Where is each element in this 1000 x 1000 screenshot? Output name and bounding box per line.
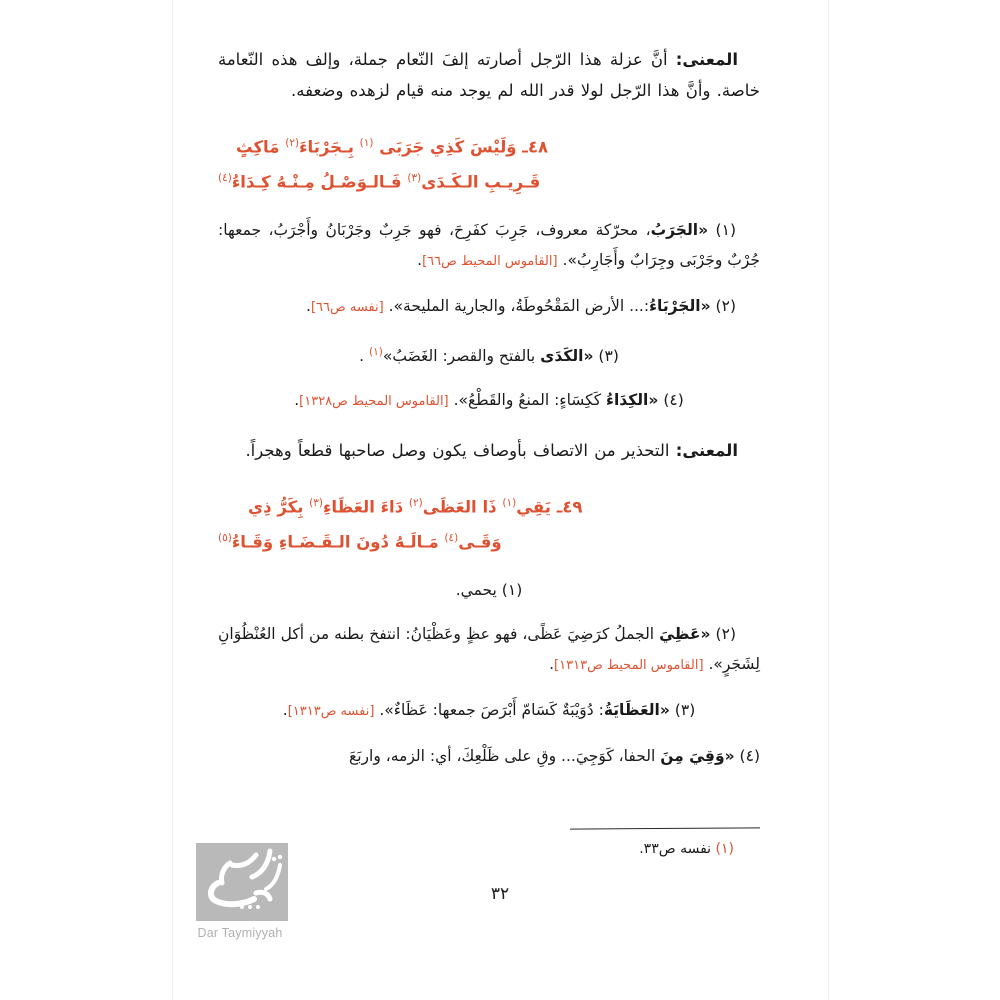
- note-49-3-marker: (٣): [674, 701, 696, 720]
- note-49-2-trailing: .: [549, 655, 555, 674]
- verse-48-sup-3: (٣): [407, 171, 422, 184]
- note-48-2: [218, 291, 760, 323]
- verse-48-line-2: [218, 163, 760, 198]
- note-48-1-source: [القاموس المحيط ص٦٦]: [422, 254, 558, 269]
- verse-48-text-e: فَـالـوَصْـلُ مِـنْـهُ كِـدَاءُ: [231, 172, 408, 191]
- verse-48-sup-4: (٤): [218, 171, 232, 184]
- verse-49-sup-1: (١): [502, 497, 517, 510]
- verse-block-49: [218, 488, 760, 557]
- verse-49-sup-3: (٣): [309, 497, 323, 510]
- note-48-4-trailing: .: [294, 391, 300, 410]
- publisher-logo-caption: Dar Taymiyyah: [197, 926, 283, 940]
- verse-49-line-2: [218, 523, 760, 558]
- note-49-1-text: يحمي.: [455, 581, 502, 600]
- note-49-2-text: الجملُ كرَضِيَ عَظًى، فهو عظٍ وعَظْيَانُ: انتفخ بطنه من أكل العُنْظُوَانِ لِشَجَرٍ».: [218, 625, 760, 674]
- note-48-1-marker: (١): [715, 221, 736, 239]
- note-48-2-term: «الجَرْبَاءُ: [649, 297, 711, 315]
- footnote-marker: (١): [715, 841, 734, 857]
- note-48-3-sup: (١): [369, 346, 383, 358]
- note-48-1-trailing: .: [417, 251, 423, 269]
- note-48-4-text: كَكِسَاءٍ: المنعُ والقَطْعُ».: [453, 391, 607, 410]
- note-48-4-source: [القاموس المحيط ص١٣٢٨]: [299, 394, 449, 410]
- verse-49-dash: ـ: [556, 497, 563, 517]
- verse-48-text-a: وَلَيْسَ كَذِي جَرَبَى: [373, 137, 517, 157]
- verse-48-text-c: مَاكِثٍ: [236, 137, 286, 157]
- verse-49-sup-5: (٥): [218, 531, 232, 544]
- verse-48-text-b: بِـجَرْبَاءَ: [299, 137, 360, 157]
- footnote-item: [218, 836, 760, 862]
- meaning-text: أنَّ عزلة هذا الرّجل أصارته إلفَ النّعام جملة، وإلف هذه النّعامة خاصة. وأنَّ هذا الرّجل لولا قدر الله لم يوجد منه قيام لزهده وضعفه.: [218, 50, 760, 100]
- note-48-2-trailing: .: [306, 297, 311, 315]
- verse-49-text-b: ذَا العَظَى: [422, 497, 503, 517]
- note-48-2-text: :... الأرض المَقْحُوطَةُ، والجارية المليحة».: [388, 297, 650, 315]
- note-49-2-source: [القاموس المحيط ص١٣١٣]: [554, 658, 704, 674]
- verse-49-text-a: يَقِي: [516, 497, 551, 517]
- footnote-text: نفسه ص٣٣.: [639, 841, 716, 857]
- note-48-3-text: بالفتح والقصر: الغَضَبُ»: [382, 347, 541, 366]
- verse-48-text-d: قَـرِيـبِ الـكَـدَى: [421, 172, 541, 191]
- publisher-logo: [192, 843, 288, 940]
- note-48-1-term: «الجَرَبُ: [650, 221, 709, 239]
- verse-49-text-f: مَـالَـهُ دُونَ الـقَـضَـاءِ وَقَـاءُ: [231, 532, 445, 552]
- publisher-logo-mark: [196, 843, 288, 921]
- note-49-2: [218, 619, 760, 681]
- meaning-2-label: المعنى:: [675, 441, 738, 461]
- note-48-4: [218, 385, 760, 417]
- note-49-3: [218, 695, 760, 727]
- footnote-separator-rule: [570, 827, 760, 829]
- verse-49-text-e: وَقَـى: [458, 532, 502, 552]
- note-48-2-source: [نفسه ص٦٦]: [310, 300, 384, 315]
- verse-48-line-1: [218, 128, 760, 163]
- note-48-2-marker: (٢): [715, 297, 736, 315]
- page-edge-left: [172, 0, 173, 1000]
- page-number: ٣٢: [490, 884, 510, 904]
- verse-48-sup-2: (٢): [285, 137, 300, 149]
- verse-49-text-d: بِكَرُّ ذِي: [248, 497, 310, 517]
- note-48-3: [218, 337, 760, 371]
- page-content: [218, 44, 760, 771]
- verse-49-number: ٤٩: [562, 497, 583, 517]
- note-49-4-term: «وَقِيَ مِنَ: [660, 747, 735, 766]
- note-48-4-term: «الكِدَاءُ: [606, 391, 659, 410]
- verse-block-48: [218, 128, 760, 197]
- note-49-3-trailing: .: [282, 701, 288, 720]
- verse-48-dash: ـ: [522, 137, 528, 157]
- note-49-4-marker: (٤): [739, 747, 760, 766]
- note-49-3-text: : دُوَيْبَةٌ كَسَامّ أَبْرَصَ جمعها: عَظَاءٌ».: [379, 701, 604, 720]
- verse-49-sup-2: (٢): [408, 497, 423, 510]
- note-49-2-marker: (٢): [715, 625, 736, 644]
- paragraph-meaning-2: [218, 435, 760, 466]
- verse-48-sup-1: (١): [359, 137, 374, 149]
- note-49-2-term: «عَظِيَ: [659, 625, 711, 644]
- note-49-4-text: الحفا، كَوَجِيَ... وقِ على ظَلْعِكَ، أي: الزمه، واربَعَ: [348, 747, 661, 766]
- note-48-1: [218, 215, 760, 277]
- verse-48-number: ٤٨: [527, 137, 549, 157]
- note-48-3-trailing: .: [359, 347, 365, 366]
- note-48-3-term: «الكَدَى: [540, 347, 594, 366]
- note-48-3-marker: (٣): [598, 347, 619, 366]
- meaning-label: المعنى:: [675, 50, 738, 69]
- note-48-1-text: ، محرّكة معروف، جَرِبَ كفَرِحَ، فهو جَرِبٌ وجَرْبَانُ وأَجْرَبُ، جمعها: جُرْبٌ وجَرْبَى وجِرَابٌ وأَجَارِبُ».: [218, 221, 760, 269]
- note-49-3-source: [نفسه ص١٣١٣]: [287, 704, 375, 720]
- note-49-3-term: «العَظَايَةُ: [603, 701, 670, 720]
- note-48-4-marker: (٤): [663, 391, 684, 410]
- verse-49-line-1: [218, 488, 760, 523]
- verse-49-sup-4: (٤): [444, 531, 459, 544]
- footnote-area: [218, 828, 760, 862]
- meaning-2-text: التحذير من الاتصاف بأوصاف يكون وصل صاحبها قطعاً وهجراً.: [245, 441, 676, 461]
- note-49-4: [218, 741, 760, 771]
- page-edge-right: [828, 0, 829, 1000]
- note-49-1: [218, 575, 760, 605]
- paragraph-meaning-1: [218, 44, 760, 106]
- verse-49-text-c: دَاءَ العَظَاءِ: [323, 497, 409, 517]
- note-49-1-marker: (١): [501, 581, 523, 600]
